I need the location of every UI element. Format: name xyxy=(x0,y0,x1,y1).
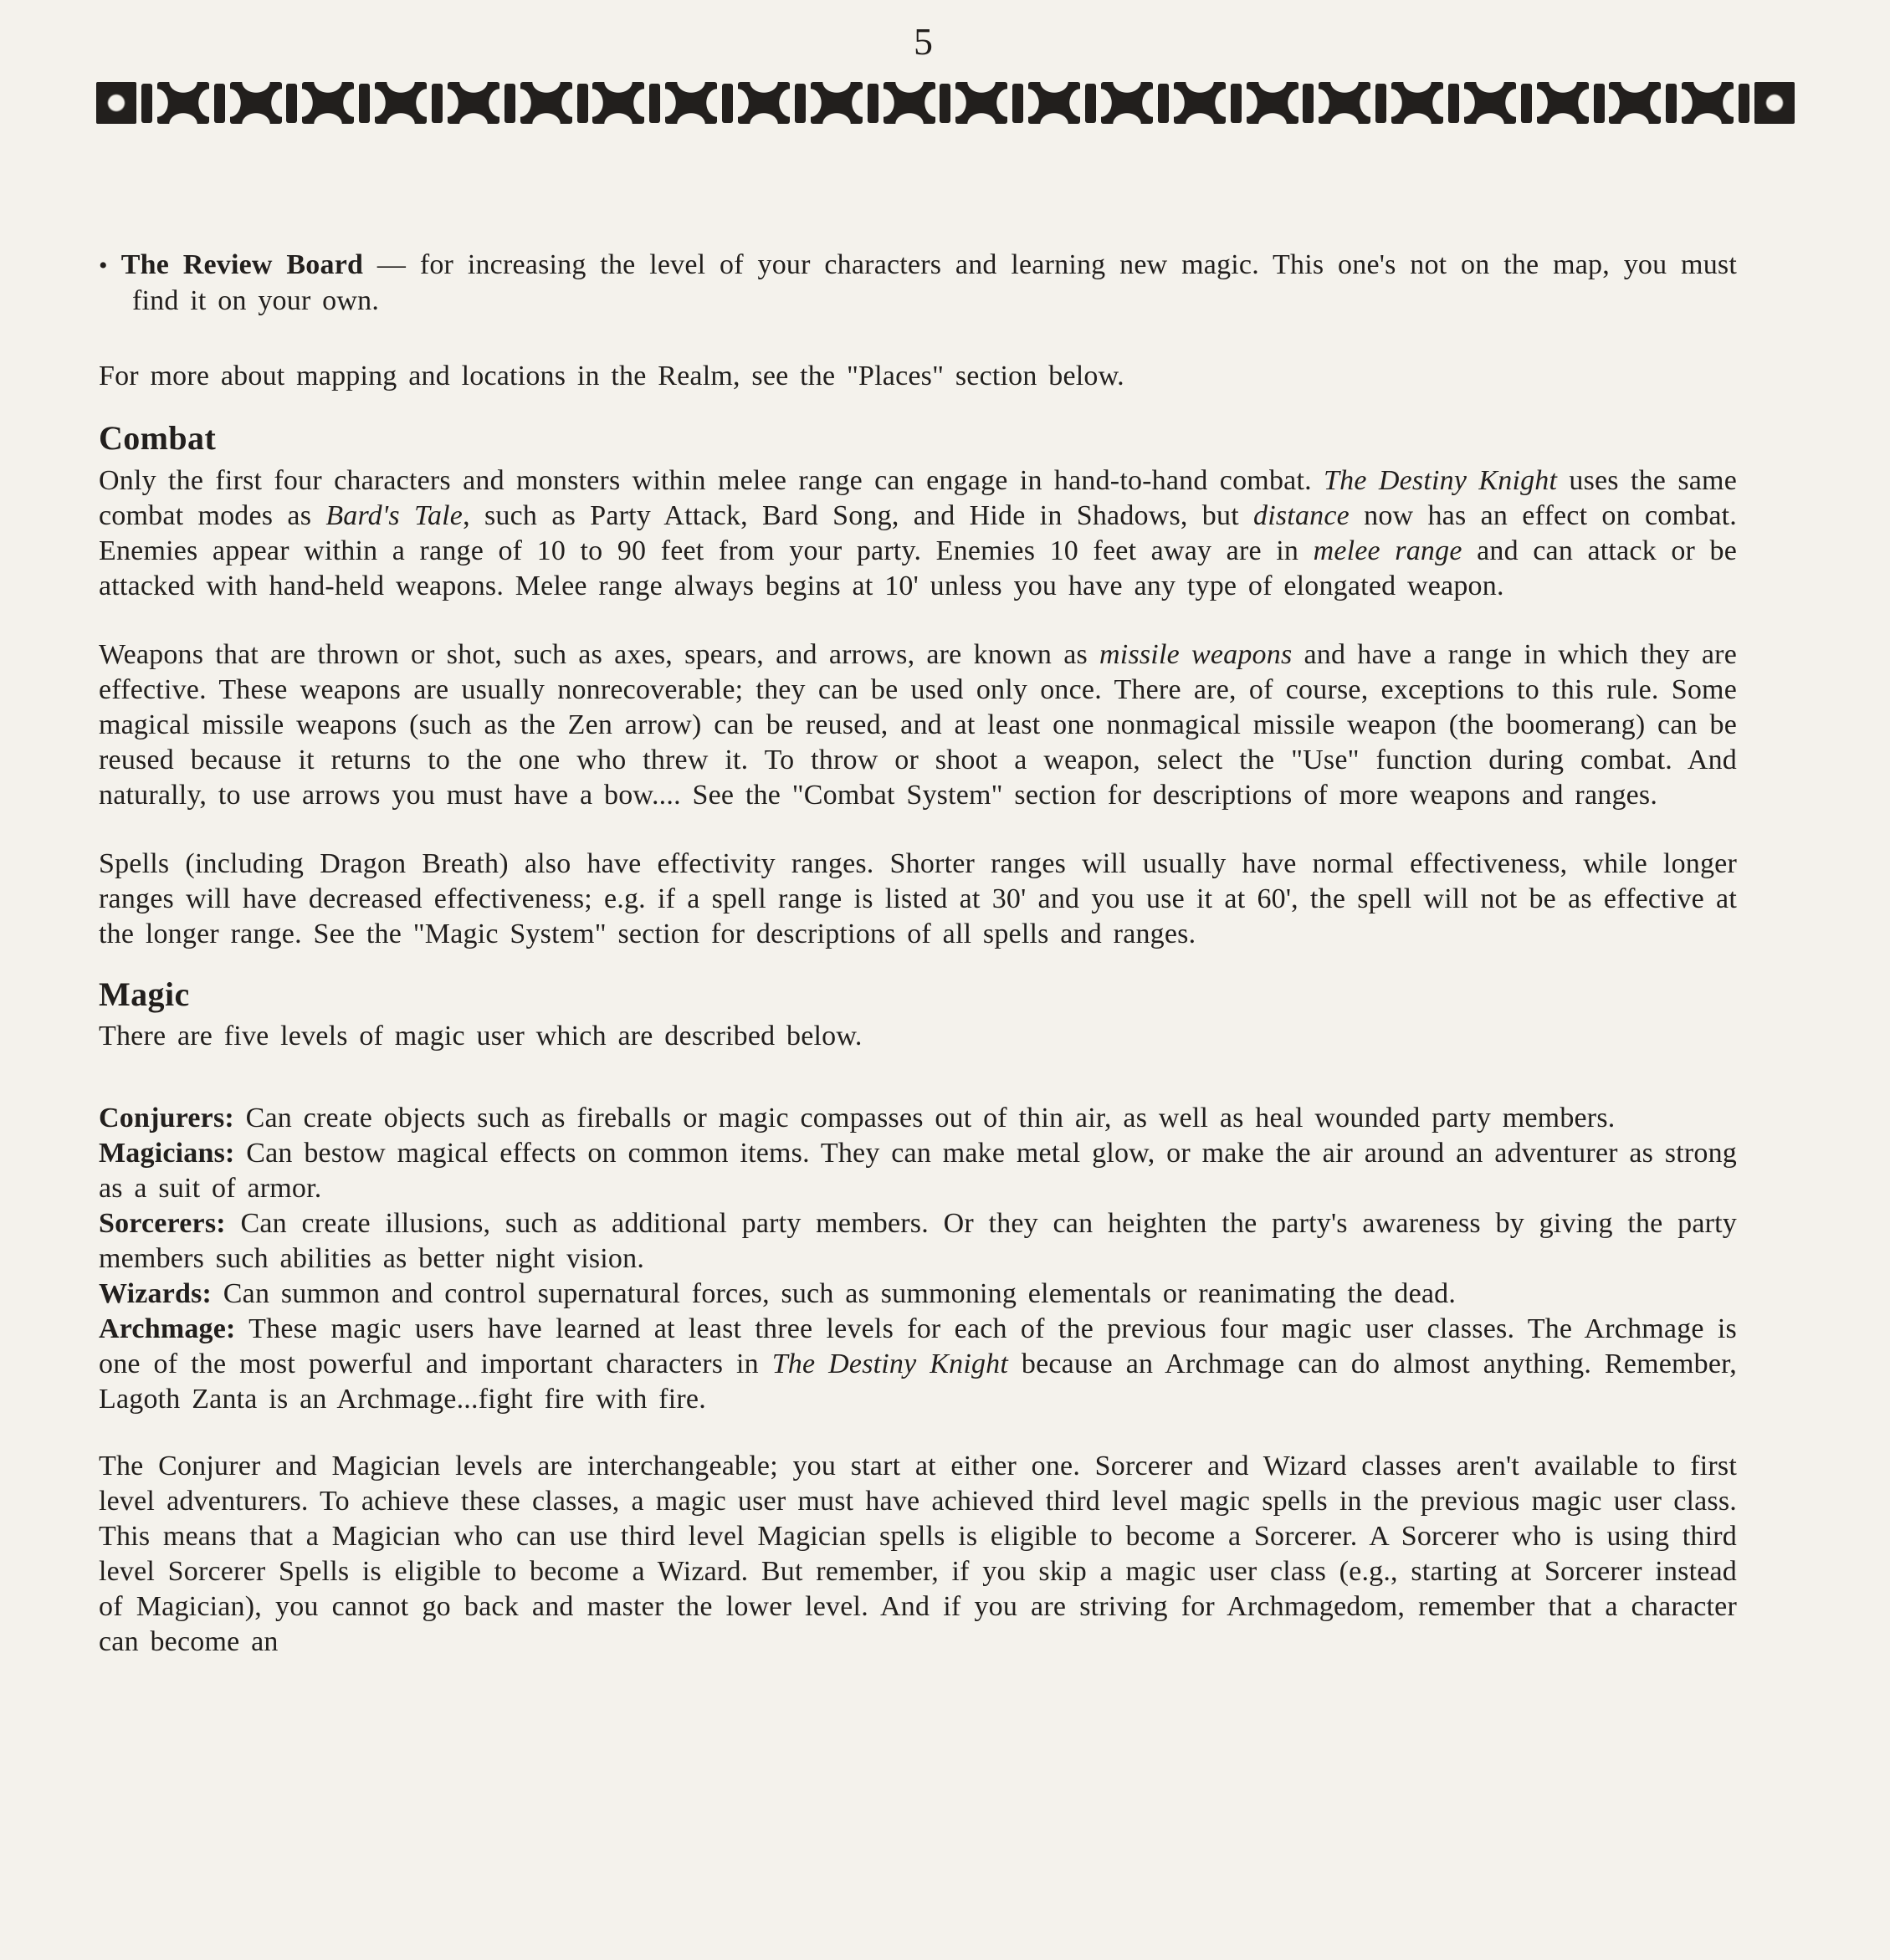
text-segment: uses the same combat modes as xyxy=(99,465,1737,531)
review-board-bullet-text xyxy=(121,249,1737,316)
magic-class-list xyxy=(99,1101,1737,1417)
border-bowtie-icon xyxy=(1319,82,1370,124)
border-bowtie-icon xyxy=(230,82,282,124)
text-segment: There are five levels of magic user which are described below. xyxy=(99,1021,863,1052)
ornamental-border xyxy=(96,80,1795,125)
text-segment: The Destiny Knight xyxy=(771,1348,1009,1379)
page-content xyxy=(99,80,1737,1660)
text-segment: Weapons that are thrown or shot, such as axes, spears, and arrows, are known as xyxy=(99,639,1100,670)
magic-intro xyxy=(99,1019,1737,1054)
scanned-manual-page xyxy=(0,18,1890,1960)
combat-paragraph-2 xyxy=(99,637,1737,813)
border-bar-icon xyxy=(1594,84,1605,123)
border-bowtie-icon xyxy=(375,82,427,124)
border-bar-icon xyxy=(940,84,950,123)
border-bar-icon xyxy=(286,84,297,123)
text-segment: and have a range in which they are effective. These weapons are usually nonrecoverable; they can be used only once. There are, of course, exceptions to this rule. Some magical missile weapons (such as the Zen arrow) can be reused, and at least one nonmagical missile weapon (the boomerang) can be reused because it returns to the one who threw it. To throw or shoot a weapon, select the "Use" function during combat. And naturally, to use arrows you must have a bow.... See the "Combat System" section for descriptions of more weapons and ranges. xyxy=(99,639,1737,811)
border-bowtie-icon xyxy=(955,82,1007,124)
text-segment: These magic users have learned at least three levels for each of the previous four magic user classes. The Archmage is one of the most powerful and important characters in xyxy=(99,1313,1737,1379)
border-bowtie-icon xyxy=(1101,82,1153,124)
border-bar-icon xyxy=(432,84,443,123)
text-segment: Magicians: xyxy=(99,1138,235,1169)
border-bowtie-icon xyxy=(520,82,572,124)
magic-class-conjurers xyxy=(99,1101,1737,1136)
border-bowtie-icon xyxy=(1537,82,1589,124)
border-bar-icon xyxy=(1739,84,1749,123)
places-note xyxy=(99,359,1737,394)
text-segment: The Conjurer and Magician levels are interchangeable; you start at either one. Sorcerer and Wizard classes aren't available to first level adventurers. To achieve these classes, a magic user must have achieved third level magic spells in the previous magic user class. This means that a Magician who can use third level Magician spells is eligible to become a Sorcerer. A Sorcerer who is using third level Sorcerer Spells is eligible to become a Wizard. But remember, if you skip a magic user class (e.g., starting at Sorcerer instead of Magician), you cannot go back and master the lower level. And if you are striving for Archmagedom, remember that a character can become an xyxy=(99,1451,1737,1657)
text-segment: Spells (including Dragon Breath) also have effectivity ranges. Shorter ranges will usually have normal effectiveness, while longer ranges will have decreased effectiveness; e.g. if a spell range is listed at 30' and you use it at 60', the spell will not be as effective at the longer range. See the "Magic System" section for descriptions of all spells and ranges. xyxy=(99,848,1737,949)
border-bowtie-icon xyxy=(665,82,717,124)
border-bar-icon xyxy=(1448,84,1459,123)
text-segment: Sorcerers: xyxy=(99,1208,226,1239)
border-bar-icon xyxy=(1231,84,1242,123)
text-segment: For more about mapping and locations in the Realm, see the "Places" section below. xyxy=(99,361,1124,391)
border-bowtie-icon xyxy=(1391,82,1443,124)
text-segment: Can create illusions, such as additional party members. Or they can heighten the party's awareness by giving the party members such abilities as better night vision. xyxy=(99,1208,1737,1274)
border-bar-icon xyxy=(868,84,878,123)
magic-class-archmage xyxy=(99,1312,1737,1417)
border-bar-icon xyxy=(1521,84,1532,123)
border-bowtie-icon xyxy=(1464,82,1516,124)
magic-class-wizards xyxy=(99,1277,1737,1312)
magic-class-sorcerers xyxy=(99,1206,1737,1277)
bullet-marker-icon: • xyxy=(99,252,108,279)
border-bar-icon xyxy=(1666,84,1677,123)
border-bowtie-icon xyxy=(811,82,863,124)
magic-heading: Magic xyxy=(99,975,190,1013)
border-bar-icon xyxy=(505,84,515,123)
text-segment: Bard's Tale xyxy=(325,500,464,531)
border-bowtie-icon xyxy=(1609,82,1661,124)
border-bowtie-icon xyxy=(157,82,209,124)
text-segment: Conjurers: xyxy=(99,1103,234,1134)
border-bowtie-icon xyxy=(302,82,354,124)
text-segment: Only the first four characters and monsters within melee range can engage in hand-to-hand combat. xyxy=(99,465,1324,496)
border-bar-icon xyxy=(795,84,806,123)
border-bar-icon xyxy=(1085,84,1096,123)
text-segment: , such as Party Attack, Bard Song, and Hide in Shadows, but xyxy=(463,500,1254,531)
border-bar-icon xyxy=(1158,84,1169,123)
text-segment: and can attack or be attacked with hand-held weapons. Melee range always begins at 10' unless you have any type of elongated weapon. xyxy=(99,535,1737,601)
border-end-square-icon xyxy=(1754,82,1795,124)
magic-class-magicians xyxy=(99,1136,1737,1206)
border-bar-icon xyxy=(1303,84,1314,123)
border-bar-icon xyxy=(214,84,225,123)
border-bar-icon xyxy=(141,84,152,123)
border-bowtie-icon xyxy=(1174,82,1226,124)
text-segment: missile weapons xyxy=(1099,639,1293,670)
review-board-bullet xyxy=(99,248,1737,319)
closing-paragraph xyxy=(99,1449,1737,1660)
border-bar-icon xyxy=(1012,84,1023,123)
text-segment: The Review Board xyxy=(120,249,364,280)
combat-paragraph-3 xyxy=(99,847,1737,952)
border-bar-icon xyxy=(577,84,588,123)
border-bar-icon xyxy=(649,84,660,123)
text-segment: Can create objects such as fireballs or magic compasses out of thin air, as well as heal wounded party members. xyxy=(233,1103,1616,1134)
border-bar-icon xyxy=(722,84,733,123)
text-segment: Can summon and control supernatural forces, such as summoning elementals or reanimating the dead. xyxy=(212,1278,1457,1309)
border-bowtie-icon xyxy=(1247,82,1298,124)
text-segment: melee range xyxy=(1313,535,1462,566)
border-bowtie-icon xyxy=(592,82,644,124)
text-segment: because an Archmage can do almost anything. Remember, Lagoth Zanta is an Archmage...fight fire with fire. xyxy=(99,1348,1738,1415)
text-segment: Wizards: xyxy=(99,1278,213,1309)
border-bar-icon xyxy=(359,84,370,123)
border-bowtie-icon xyxy=(1682,82,1734,124)
combat-heading: Combat xyxy=(99,419,217,457)
border-bowtie-icon xyxy=(738,82,790,124)
border-bowtie-icon xyxy=(448,82,499,124)
border-bowtie-icon xyxy=(1028,82,1080,124)
text-segment: — for increasing the level of your characters and learning new magic. This one's not on the map, you must find it on your own. xyxy=(132,249,1737,316)
border-bowtie-icon xyxy=(884,82,935,124)
text-segment: distance xyxy=(1253,500,1350,531)
text-segment: The Destiny Knight xyxy=(1324,465,1558,496)
text-segment: Archmage: xyxy=(99,1313,236,1344)
text-segment: Can bestow magical effects on common items. They can make metal glow, or make the air around an adventurer as strong as a suit of armor. xyxy=(99,1138,1737,1204)
text-segment: now has an effect on combat. Enemies appear within a range of 10 to 90 feet from your party. Enemies 10 feet away are in xyxy=(99,500,1737,566)
border-end-square-icon xyxy=(96,82,136,124)
page-number: 5 xyxy=(914,20,933,63)
border-bar-icon xyxy=(1375,84,1386,123)
combat-paragraph-1 xyxy=(99,463,1737,604)
